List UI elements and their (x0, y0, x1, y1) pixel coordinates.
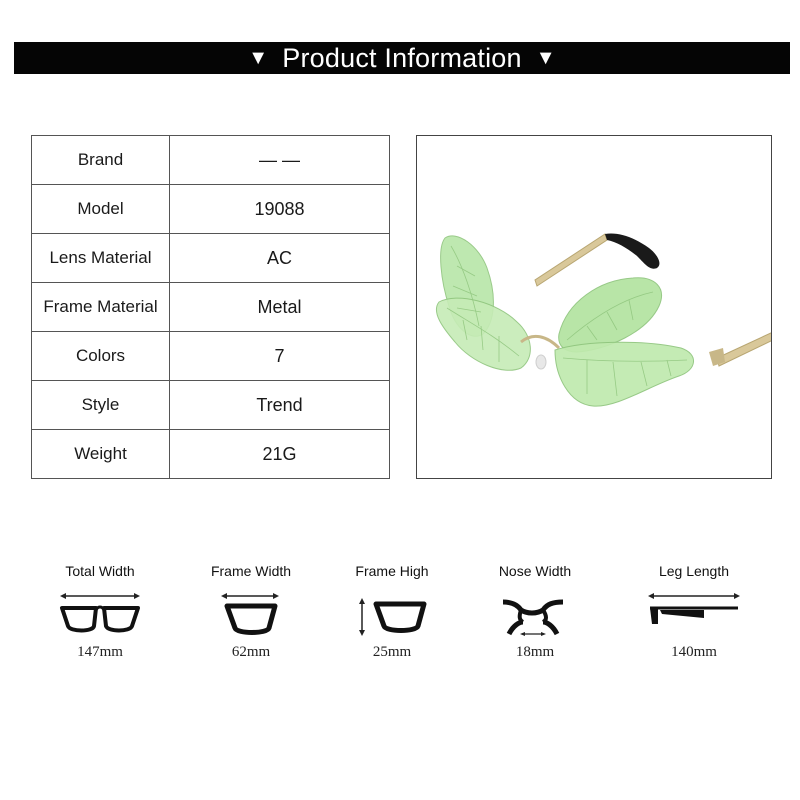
nose-width-icon (493, 590, 577, 640)
dimension-frame-high (322, 560, 462, 661)
dimension-nose-width (465, 560, 605, 661)
dimension-label: Total Width (65, 563, 135, 579)
dimension-value: 18mm (515, 644, 555, 660)
banner-title: Product Information (282, 42, 522, 73)
leg-length-icon (644, 590, 744, 640)
total-width-icon (58, 590, 142, 640)
frame-width-icon (209, 590, 293, 640)
spec-row (32, 430, 390, 479)
spec-value: AC (170, 234, 390, 283)
spec-value: 7 (170, 332, 390, 381)
product-information-banner (14, 42, 790, 74)
dimension-value: 147mm (77, 644, 123, 660)
spec-row (32, 136, 390, 185)
spec-value: — — (170, 136, 390, 185)
product-photo (416, 135, 772, 479)
spec-row (32, 332, 390, 381)
spec-label: Weight (32, 430, 170, 479)
spec-label: Frame Material (32, 283, 170, 332)
down-triangle-icon: ▼ (535, 46, 556, 69)
dimension-value: 25mm (372, 644, 412, 660)
spec-label: Lens Material (32, 234, 170, 283)
spec-value: Metal (170, 283, 390, 332)
dimension-total-width (30, 560, 170, 661)
down-triangle-icon: ▼ (248, 46, 269, 69)
spec-value: 21G (170, 430, 390, 479)
spec-row (32, 381, 390, 430)
spec-label: Style (32, 381, 170, 430)
spec-table (31, 135, 390, 479)
dimension-label: Nose Width (498, 563, 572, 579)
dimension-strip (0, 560, 800, 700)
spec-value: Trend (170, 381, 390, 430)
spec-label: Model (32, 185, 170, 234)
dimension-label: Frame Width (210, 563, 292, 579)
spec-label: Colors (32, 332, 170, 381)
frame-high-icon (350, 590, 434, 640)
dimension-label: Leg Length (658, 563, 730, 579)
dimension-frame-width (181, 560, 321, 661)
dimension-leg-length (624, 560, 764, 661)
dimension-label: Frame High (355, 563, 429, 579)
spec-value: 19088 (170, 185, 390, 234)
dimension-value: 140mm (671, 644, 717, 660)
dragonfly-sunglasses-icon (417, 136, 772, 479)
spec-row (32, 185, 390, 234)
dimension-value: 62mm (231, 644, 271, 660)
spec-label: Brand (32, 136, 170, 185)
spec-row (32, 234, 390, 283)
spec-row (32, 283, 390, 332)
